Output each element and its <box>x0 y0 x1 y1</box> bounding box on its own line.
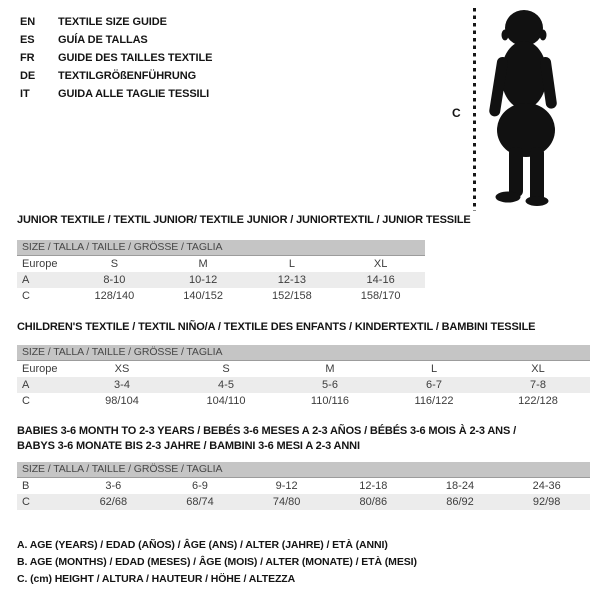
table-cell: XS <box>114 363 130 375</box>
table-cell: L <box>288 258 295 270</box>
section-title-line: CHILDREN'S TEXTILE / TEXTIL NIÑO/A / TEXTILE DES ENFANTS / KINDERTEXTIL / BAMBINI TESSILE <box>17 321 536 333</box>
height-measure-dashed-line <box>473 8 476 211</box>
section-title-line: JUNIOR TEXTILE / TEXTIL JUNIOR/ TEXTILE JUNIOR / JUNIORTEXTIL / JUNIOR TESSILE <box>17 214 471 226</box>
legend-note-c: C. (cm) HEIGHT / ALTURA / HAUTEUR / HÖHE / ALTEZZA <box>17 573 296 585</box>
table-cell: 128/140 <box>94 290 135 302</box>
table-cell: 152/158 <box>271 290 312 302</box>
row-label: C <box>22 395 30 407</box>
table-header-bar: SIZE / TALLA / TAILLE / GRÖSSE / TAGLIA <box>17 240 425 256</box>
language-code: DE <box>20 70 36 82</box>
table-cell: 104/110 <box>206 395 246 407</box>
language-title: TEXTILGRÖßENFÜHRUNG <box>58 70 197 82</box>
table-cell: 24-36 <box>532 480 561 492</box>
table-cell: 12-18 <box>359 480 388 492</box>
size-table-babies <box>17 462 590 510</box>
table-row <box>17 288 425 304</box>
table-row <box>17 494 590 510</box>
table-cell: 8-10 <box>103 274 126 286</box>
table-cell: XL <box>531 363 545 375</box>
table-cell: 116/122 <box>414 395 454 407</box>
language-code: EN <box>20 16 36 28</box>
table-cell: S <box>110 258 119 270</box>
language-title: GUIDE DES TAILLES TEXTILE <box>58 52 213 64</box>
language-row-es <box>20 31 212 49</box>
table-cell: 3-6 <box>105 480 122 492</box>
height-measure-label: C <box>452 106 461 120</box>
language-title: GUÍA DE TALLAS <box>58 34 148 46</box>
table-cell: 4-5 <box>218 379 234 391</box>
section-title-junior <box>17 213 471 228</box>
row-label: A <box>22 274 30 286</box>
row-label: B <box>22 480 30 492</box>
section-title-babies <box>17 424 516 454</box>
size-table-children <box>17 345 590 409</box>
legend-note-a: A. AGE (YEARS) / EDAD (AÑOS) / ÂGE (ANS) / ALTER (JAHRE) / ETÀ (ANNI) <box>17 539 388 551</box>
table-row <box>17 361 590 377</box>
table-header-bar: SIZE / TALLA / TAILLE / GRÖSSE / TAGLIA <box>17 345 590 361</box>
table-row <box>17 377 590 393</box>
table-cell: 80/86 <box>359 496 388 508</box>
table-cell: 110/116 <box>310 395 350 407</box>
legend-notes <box>17 537 417 588</box>
table-cell: 92/98 <box>532 496 561 508</box>
language-title: TEXTILE SIZE GUIDE <box>58 16 167 28</box>
row-label: Europe <box>22 363 58 375</box>
table-header-bar: SIZE / TALLA / TAILLE / GRÖSSE / TAGLIA <box>17 462 590 478</box>
table-row <box>17 393 590 409</box>
table-cell: 3-4 <box>114 379 130 391</box>
section-title-line: BABIES 3-6 MONTH TO 2-3 YEARS / BEBÉS 3-6 MESES A 2-3 AÑOS / BÉBÉS 3-6 MOIS À 2-3 ANS / <box>17 425 516 437</box>
language-row-it <box>20 85 212 103</box>
table-cell: 6-7 <box>426 379 442 391</box>
language-code: FR <box>20 52 35 64</box>
size-table-junior <box>17 240 425 304</box>
language-list <box>20 13 212 103</box>
table-cell: 12-13 <box>277 274 306 286</box>
table-cell: 158/170 <box>360 290 401 302</box>
table-cell: 9-12 <box>275 480 298 492</box>
row-label: Europe <box>22 258 58 270</box>
table-row <box>17 478 590 494</box>
table-cell: 7-8 <box>530 379 546 391</box>
legend-note-b: B. AGE (MONTHS) / EDAD (MESES) / ÂGE (MOIS) / ALTER (MONATE) / ETÀ (MESI) <box>17 556 417 568</box>
row-label: C <box>22 290 30 302</box>
row-label: C <box>22 496 30 508</box>
table-row <box>17 272 425 288</box>
table-cell: 5-6 <box>322 379 338 391</box>
language-code: IT <box>20 88 30 100</box>
language-code: ES <box>20 34 35 46</box>
row-label: A <box>22 379 30 391</box>
table-cell: 122/128 <box>518 395 558 407</box>
table-cell: 14-16 <box>366 274 395 286</box>
table-cell: 74/80 <box>272 496 301 508</box>
table-cell: M <box>325 363 335 375</box>
baby-silhouette-icon <box>484 9 566 207</box>
table-cell: 98/104 <box>105 395 139 407</box>
section-title-children <box>17 320 535 335</box>
language-row-de <box>20 67 212 85</box>
table-cell: 6-9 <box>192 480 208 492</box>
language-row-en <box>20 13 212 31</box>
table-cell: 18-24 <box>445 480 475 492</box>
language-title: GUIDA ALLE TAGLIE TESSILI <box>58 88 210 100</box>
table-cell: 140/152 <box>183 290 223 302</box>
table-cell: S <box>222 363 230 375</box>
section-title-line: BABYS 3-6 MONATE BIS 2-3 JAHRE / BAMBINI 3-6 MESI A 2-3 ANNI <box>17 440 360 452</box>
table-cell: 62/68 <box>99 496 128 508</box>
table-cell: XL <box>373 258 388 270</box>
table-row <box>17 256 425 272</box>
table-cell: L <box>430 363 438 375</box>
table-cell: M <box>198 258 208 270</box>
table-cell: 68/74 <box>186 496 214 508</box>
table-cell: 86/92 <box>446 496 474 508</box>
language-row-fr <box>20 49 212 67</box>
table-cell: 10-12 <box>189 274 218 286</box>
